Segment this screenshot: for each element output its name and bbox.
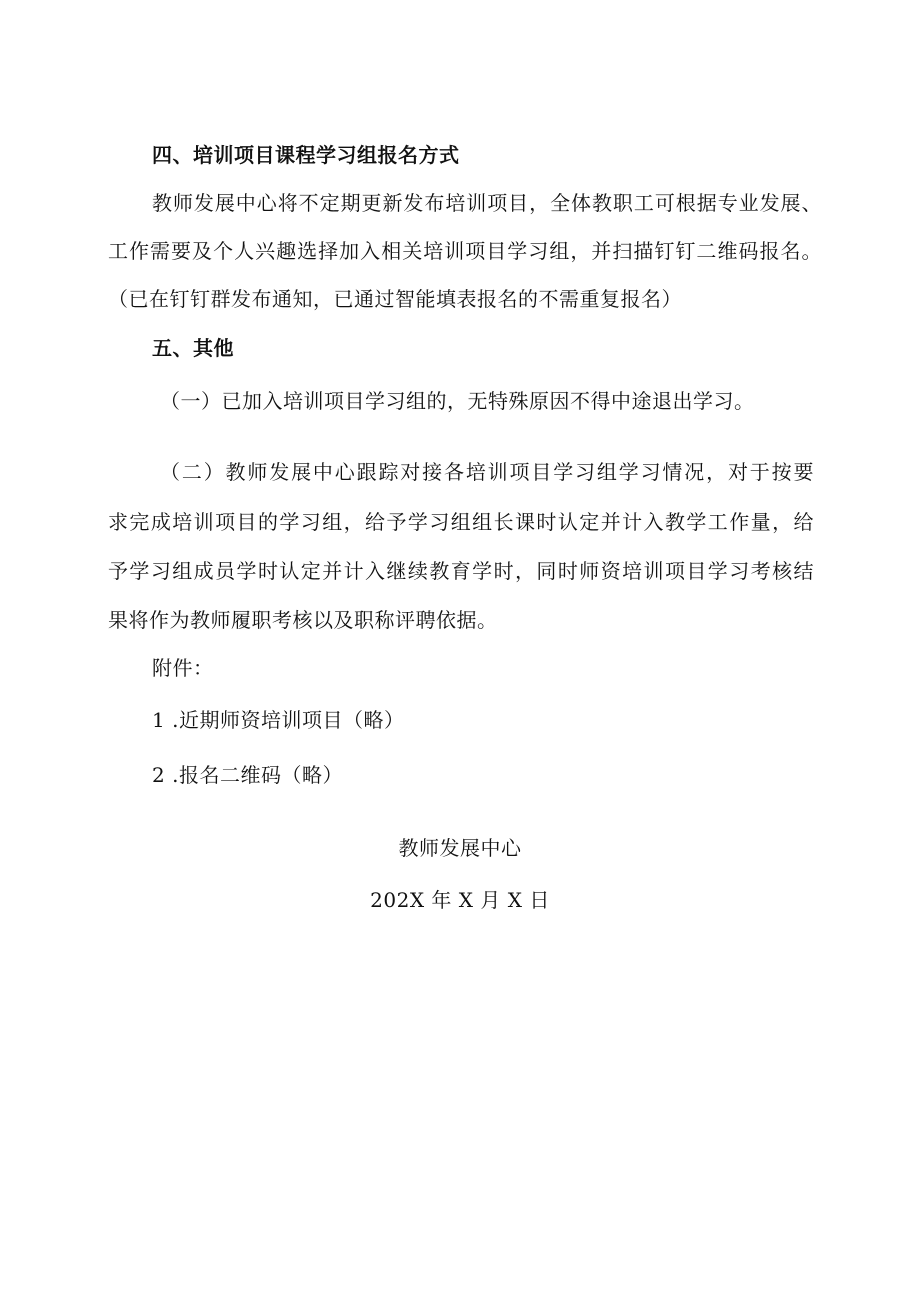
section-5-item-2-line-3: 予学习组成员学时认定并计入继续教育学时，同时师资培训项目学习考核结	[108, 559, 814, 583]
attachment-item-2: 2 .报名二维码（略）	[152, 763, 343, 787]
section-5-item-2-line-1: （二）教师发展中心跟踪对接各培训项目学习组学习情况，对于按要	[160, 460, 814, 484]
attachment-item-1: 1 .近期师资培训项目（略）	[152, 708, 405, 732]
signature-date: 202X 年 X 月 X 日	[370, 888, 550, 912]
signature-organization: 教师发展中心	[398, 836, 522, 860]
section-5-heading: 五、其他	[152, 336, 234, 360]
attachments-label: 附件：	[152, 656, 214, 680]
section-4-paragraph-line-2: 工作需要及个人兴趣选择加入相关培训项目学习组，并扫描钉钉二维码报名。	[108, 239, 822, 263]
section-5-item-1: （一）已加入培训项目学习组的，无特殊原因不得中途退出学习。	[160, 389, 755, 413]
section-4-heading: 四、培训项目课程学习组报名方式	[152, 143, 460, 167]
section-4-paragraph-line-3: （已在钉钉群发布通知，已通过智能填表报名的不需重复报名）	[108, 287, 682, 311]
section-4-paragraph-line-1: 教师发展中心将不定期更新发布培训项目，全体教职工可根据专业发展、	[152, 191, 822, 215]
section-5-item-2-line-2: 求完成培训项目的学习组，给予学习组组长课时认定并计入教学工作量，给	[108, 510, 814, 534]
section-5-item-2-line-4: 果将作为教师履职考核以及职称评聘依据。	[108, 608, 498, 632]
